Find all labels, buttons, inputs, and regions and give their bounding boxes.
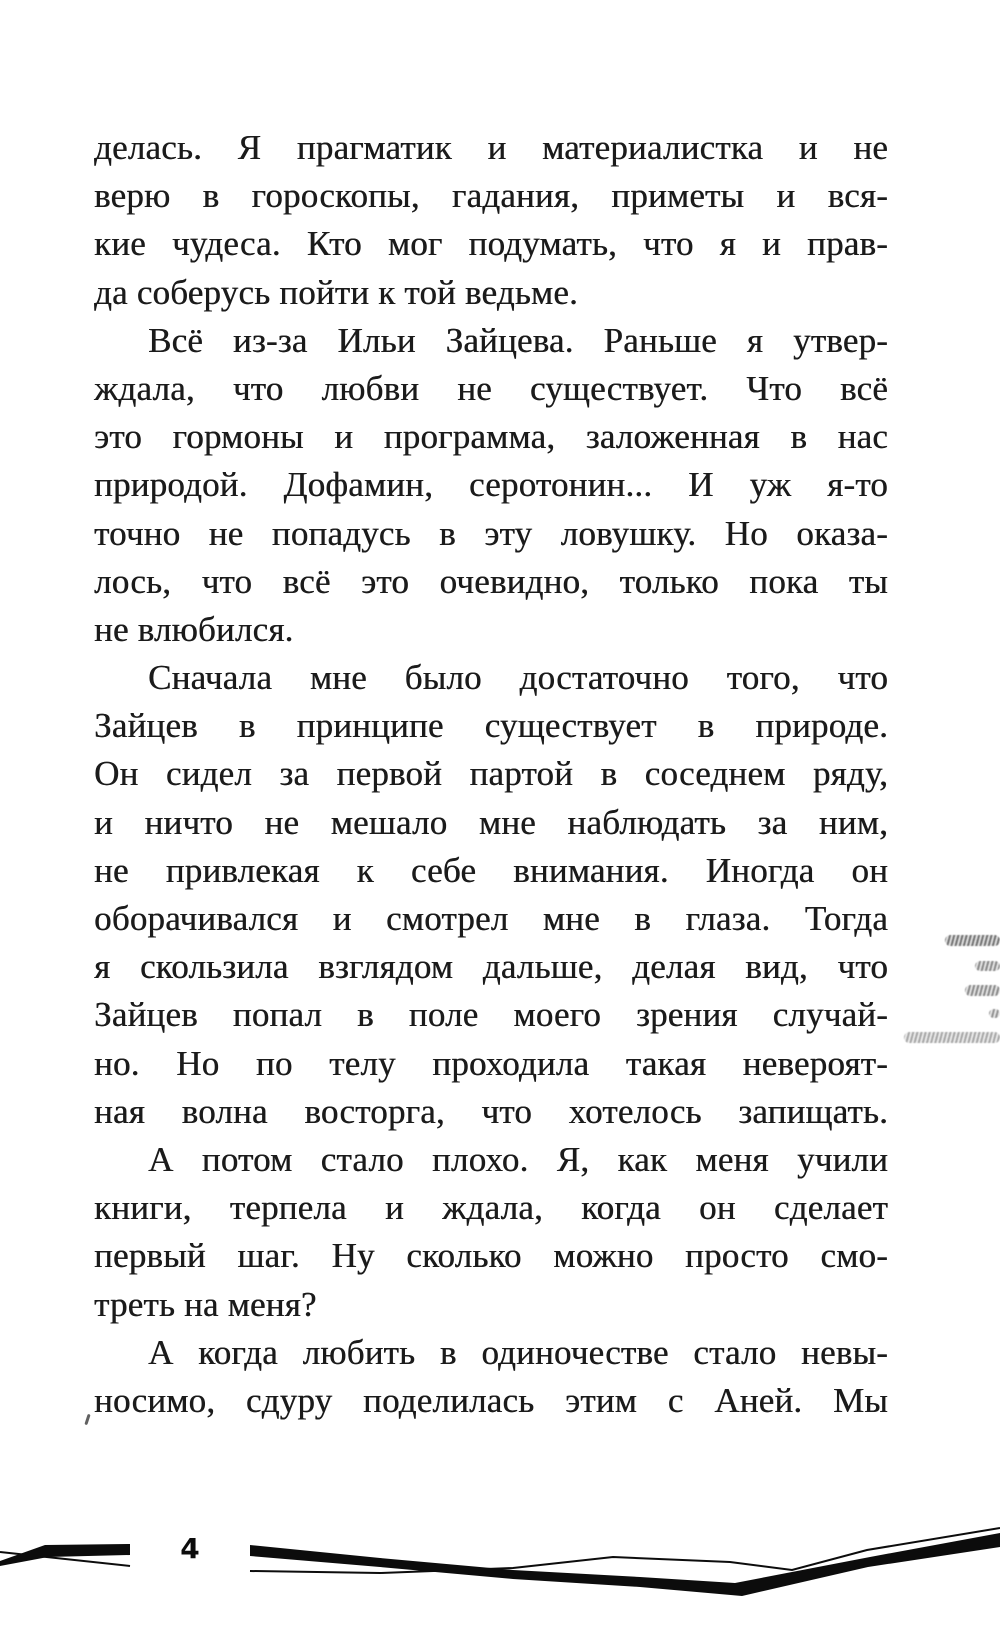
scan-artifact <box>904 1032 1000 1043</box>
text-line: и ничто не мешало мне наблюдать за ним, <box>94 802 888 842</box>
paragraph <box>94 1136 888 1329</box>
text-line: природой. Дофамин, серотонин... И уж я-то <box>94 465 888 505</box>
text-line: лось, что всё это очевидно, только пока ты <box>94 561 888 601</box>
text-line: не влюбился. <box>94 609 294 649</box>
text-line: не привлекая к себе внимания. Иногда он <box>94 850 888 890</box>
text-line: ждала, что любви не существует. Что всё <box>94 368 888 408</box>
text-line: это гормоны и программа, заложенная в нас <box>94 417 888 457</box>
text-line: делась. Я прагматик и материалистка и не <box>94 128 888 167</box>
text-line: Сначала мне было достаточно того, что <box>148 658 888 698</box>
ornament-right-thin-line <box>250 1528 1000 1573</box>
text-line: носимо, сдуру поделилась этим с Аней. Мы <box>94 1380 888 1420</box>
text-line: я скользила взглядом дальше, делая вид, что <box>94 947 888 987</box>
text-line: кие чудеса. Кто мог подумать, что я и прав- <box>94 224 888 264</box>
paragraph <box>94 654 888 1136</box>
paragraph <box>94 1329 888 1425</box>
paragraph <box>94 317 888 654</box>
pen-mark <box>84 1414 90 1425</box>
page-number: 4 <box>180 1532 200 1565</box>
text-line: треть на меня? <box>94 1284 317 1324</box>
scan-artifact <box>975 961 1000 971</box>
scan-artifact <box>945 935 1000 946</box>
text-line: оборачивался и смотрел мне в глаза. Тогда <box>94 899 888 938</box>
text-line: Зайцев в принципе существует в природе. <box>94 706 888 746</box>
ornament-right-band <box>250 1533 1000 1596</box>
text-line: Всё из-за Ильи Зайцева. Раньше я утвер- <box>148 320 888 360</box>
text-line: но. Но по телу проходила такая невероят- <box>94 1043 888 1083</box>
footer-ornament <box>0 1520 1000 1620</box>
scan-artifact <box>965 985 1000 996</box>
text-line: Он сидел за первой партой в соседнем ряду, <box>94 754 888 794</box>
text-line: первый шаг. Ну сколько можно просто смо- <box>94 1236 888 1276</box>
text-line: Зайцев попал в поле моего зрения случай- <box>94 995 888 1035</box>
scan-artifact <box>989 1009 1000 1018</box>
text-line: ная волна восторга, что хотелось запищать. <box>94 1091 888 1131</box>
ornament-left-band <box>0 1544 130 1566</box>
text-line: верю в гороскопы, гадания, приметы и вся- <box>94 176 888 216</box>
text-line: А когда любить в одиночестве стало невы- <box>148 1332 888 1372</box>
text-line: точно не попадусь в эту ловушку. Но оказа- <box>94 513 888 553</box>
text-line: да соберусь пойти к той ведьме. <box>94 272 578 312</box>
text-block <box>94 124 888 1425</box>
text-line: А потом стало плохо. Я, как меня учили <box>148 1139 888 1179</box>
paragraph <box>94 124 888 317</box>
text-line: книги, терпела и ждала, когда он сделает <box>94 1188 888 1228</box>
